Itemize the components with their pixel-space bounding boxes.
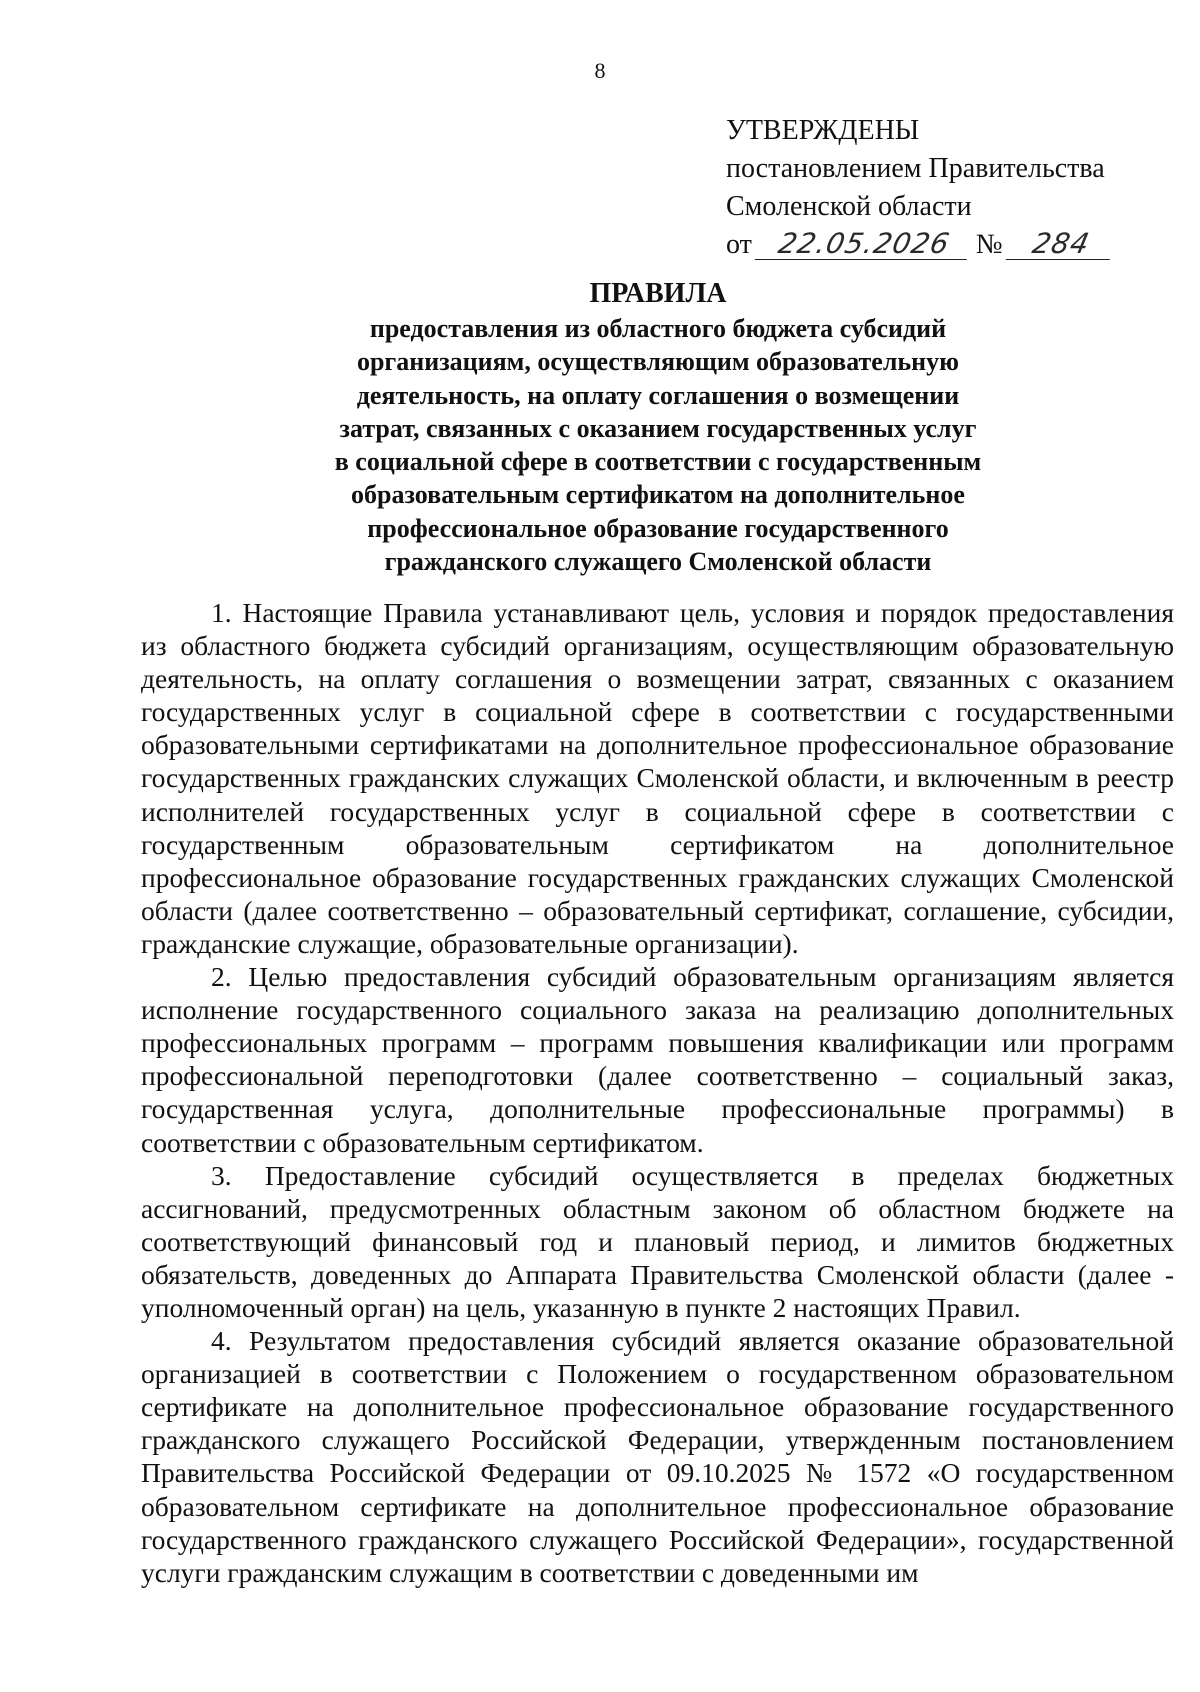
title-line: в социальной сфере в соответствии с государственным [334, 447, 982, 477]
approval-heading: УТВЕРЖДЕНЫ [726, 115, 920, 146]
approval-stamp-block [726, 112, 1113, 264]
number-sign: № [975, 229, 1003, 260]
title-line: образовательным сертификатом на дополнительное [351, 480, 965, 510]
title-line: гражданского служащего Смоленской области [384, 547, 932, 577]
page-number: 8 [594, 58, 606, 83]
paragraph-3: 3. Предоставление субсидий осуществляется в пределах бюджетных ассигнований, предусмотренных областным законом об областном бюджете на соответствующий финансовый год и плановый период, и лимитов бюджетных обязательств, доведенных до Аппарата Правительства Смоленской области (далее - уполномоченный орган) на цель, указанную в пункте 2 настоящих Правил. [141, 1159, 1174, 1323]
title-line: предоставления из областного бюджета субсидий [369, 314, 947, 343]
handwritten-date: 22.05.2026 [755, 229, 974, 260]
handwritten-number: 284 [1005, 229, 1116, 260]
title-main: ПРАВИЛА [589, 278, 727, 309]
approval-date-line [726, 226, 1113, 264]
paragraph-1: 1. Настоящие Правила устанавливают цель, условия и порядок предоставления из областного бюджета субсидий организациям, осуществляющим образовательную деятельность, на оплату соглашения о возмещении затрат, связанных с оказанием государственных услуг в социальной сфере в соответствии с государственными образовательными сертификатами на дополнительное профессиональное образование государственных гражданских служащих Смоленской области, и включенным в реестр исполнителей государственных услуг в социальной сфере в соответствии с государственным образовательным сертификатом на дополнительное профессиональное образование государственных гражданских служащих Смоленской области (далее соответственно – образовательный сертификат, соглашение, субсидии, гражданские служащие, образовательные организации). [141, 597, 1174, 959]
document-body [141, 596, 1174, 1589]
date-prefix: от [726, 229, 752, 260]
paragraph-2: 2. Целью предоставления субсидий образовательным организациям является исполнение государственного социального заказа на реализацию дополнительных профессиональных программ – программ повышения квалификации или программ профессиональной переподготовки (далее соответственно – социальный заказ, государственная услуга, дополнительные профессиональные программы) в соответствии с образовательным сертификатом. [141, 961, 1174, 1158]
title-line: организациям, осуществляющим образовательную [356, 347, 960, 377]
approval-line-2: Смоленской области [726, 191, 972, 222]
title-line: деятельность, на оплату соглашения о возмещении [356, 380, 960, 410]
title-line: затрат, связанных с оказанием государственных услуг [339, 413, 977, 443]
paragraph-4: 4. Результатом предоставления субсидий является оказание образовательной организацией в соответствии с Положением о государственном образовательном сертификате на дополнительное профессиональное образование государственного гражданского служащего Российской Федерации, утвержденным постановлением Правительства Российской Федерации от 09.10.2025 № 1572 «О государственном образовательном сертификате на дополнительное профессиональное образование государственного гражданского служащего Российской Федерации», государственной услуги гражданским служащим в соответствии с доведенными им [141, 1325, 1174, 1588]
document-title [140, 276, 1176, 578]
title-line: профессиональное образование государственного [367, 513, 949, 543]
approval-line-1: постановлением Правительства [726, 153, 1105, 184]
